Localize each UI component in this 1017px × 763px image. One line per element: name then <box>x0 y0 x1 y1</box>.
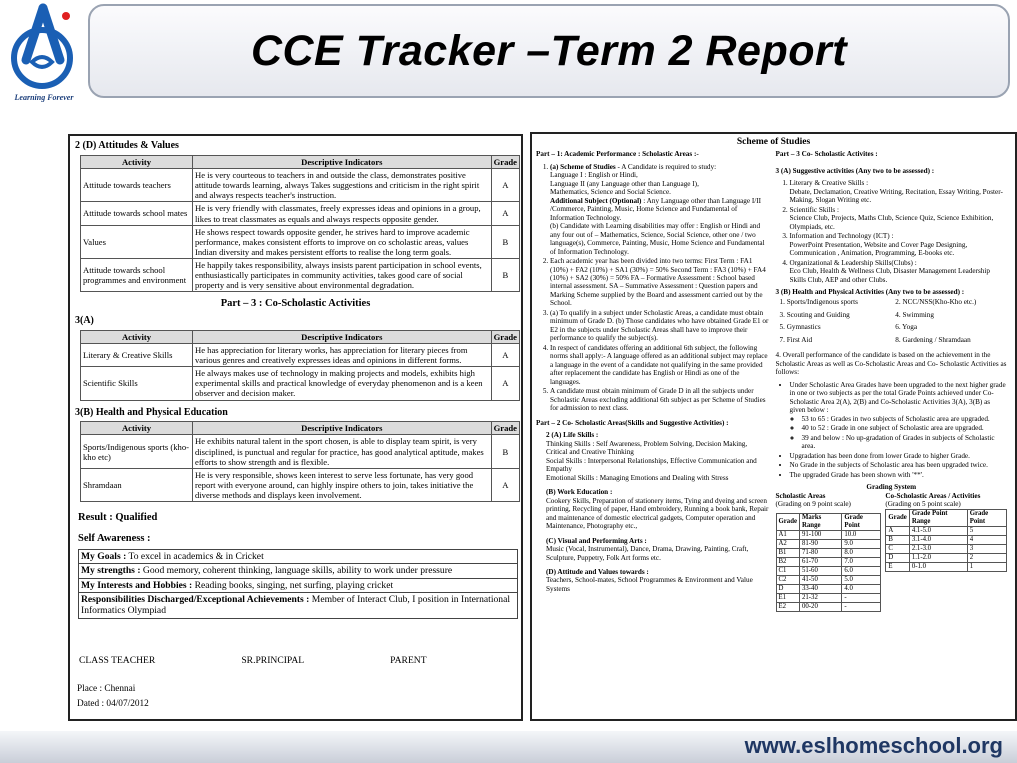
grade-cell: C1 <box>776 566 800 575</box>
scholastic-sub: (Grading on 9 point scale) <box>775 500 851 509</box>
activity-cell: Scientific Skills <box>81 367 193 400</box>
self-awareness-heading: Self Awareness : <box>78 532 151 544</box>
marks-cell: 00-20 <box>800 602 842 611</box>
signature-row <box>79 655 516 666</box>
marks-cell: 41-50 <box>800 575 842 584</box>
table-row <box>81 343 520 366</box>
scheme-text: - A Candidate is required to study: <box>615 162 717 171</box>
col-grade: Grade <box>491 330 519 343</box>
table-row <box>81 202 520 225</box>
grade-cell: B <box>491 435 519 468</box>
grade-cell: B2 <box>776 557 800 566</box>
list-item: 1. Sports/Indigenous sports <box>779 298 858 307</box>
page-title: CCE Tracker –Term 2 Report <box>250 26 848 75</box>
col-grade: Grade <box>491 422 519 435</box>
grade-cell: E <box>886 562 910 571</box>
part3b-table <box>80 421 520 502</box>
activity-cell: Attitude towards school programmes and environment <box>81 259 193 292</box>
item-title: Information and Technology (ICT) : <box>789 232 894 241</box>
point-cell: 10.0 <box>842 530 881 539</box>
item-title: Scientific Skills : <box>789 205 840 214</box>
scheme-column-right <box>774 150 1012 612</box>
point-cell: 5 <box>967 526 1006 535</box>
title-banner <box>88 4 1010 98</box>
table-row <box>776 530 881 539</box>
emotional-skills-text: Emotional Skills : Managing Emotions and Dealing with Stress <box>546 473 729 482</box>
part3a-heading: 3(A) <box>75 314 94 326</box>
scholastic-grade-table <box>776 513 882 612</box>
marks-cell: 61-70 <box>800 557 842 566</box>
grade-cell: A <box>491 367 519 400</box>
table-row <box>886 526 1007 535</box>
table-row <box>776 557 881 566</box>
co-scholastic-grading <box>885 492 1007 612</box>
point-cell: - <box>842 593 881 602</box>
grade-cell: B <box>491 259 519 292</box>
part3b-heading: 3(B) Health and Physical Education <box>75 406 228 418</box>
col-indicators: Descriptive Indicators <box>193 330 492 343</box>
lang1-text: Language I : English or Hindi, <box>550 171 638 180</box>
list-item <box>550 163 770 256</box>
point-cell: 1 <box>967 562 1006 571</box>
list-item: 5. A candidate must obtain minimum of Grade D in all the subjects under Scholastic Areas excluding additional 6th subject as per Scheme of Studies for admission to next class. <box>550 387 770 412</box>
arts-text: Music (Vocal, Instrumental), Dance, Drama, Drawing, Painting, Craft, Sculpture, Puppetry, Folk Art forms etc. <box>546 545 749 562</box>
activity-cell: Attitude towards school mates <box>81 202 193 225</box>
item-desc: Science Club, Projects, Maths Club, Science Quiz, Science Exhibition, Olympiads, etc. <box>789 214 994 231</box>
attitudes-table <box>80 155 520 293</box>
range-cell: 3.1-4.0 <box>909 535 967 544</box>
indicator-cell: He shows respect towards opposite gender, he strives hard to improve academic performance, makes consistent efforts to improve on co scholastic areas, values Indian diversity and makes persistent efforts to realise the long term goals. <box>193 225 492 258</box>
social-skills-text: Social Skills : Interpersonal Relationships, Effective Communication and Empathy <box>546 456 757 474</box>
item-desc: Eco Club, Health & Wellness Club, Disaster Management Leadership Skills Club, AEP and other Clubs. <box>789 267 990 284</box>
table-row <box>81 259 520 292</box>
principal-label: SR.PRINCIPAL <box>241 654 305 666</box>
goals-value: To excel in academics & in Cricket <box>128 551 264 563</box>
disability-text: (b) Candidate with Learning disabilities may offer : English or Hindi and any four out of – Mathematics, Science, Social Science, other one / two language(s), Commerce, Painting, Music, Home Science and Fundamental of Information Technology. <box>550 222 765 256</box>
responsibilities-value: Member of Interact Club, I position in International Informatics Olympiad <box>81 593 511 617</box>
point-cell: 4.0 <box>842 584 881 593</box>
lang2-text: Language II (any Language other than Language I), <box>550 179 699 188</box>
goals-row <box>79 550 517 564</box>
life-skills-heading: 2 (A) Life Skills : <box>546 431 599 440</box>
footer-url[interactable]: www.eslhomeschool.org <box>744 733 1003 758</box>
part3a-co-heading: 3 (A) Suggestive activities (Any two to be assessed) : <box>775 166 935 175</box>
part3-co-heading: Part – 3 Co- Scholastic Activites : <box>775 150 878 159</box>
table-row <box>776 566 881 575</box>
list-item: 2. Each academic year has been divided into two terms: First Term : FA1 (10%) + FA2 (10%) + SA1 (30%) = 50% Second Term : FA3 (10%) + FA4 (10%) + SA2 (30%) = 50% FA – Formative Assessment : School based internal assessment. SA – Summative Assessment : Question papers and Marking Scheme supplied by the Board and assessment carried out by the School. <box>550 257 770 308</box>
table-row <box>776 584 881 593</box>
col-marks: Marks Range <box>800 513 842 530</box>
part1-heading: Part – 1: Academic Performance : Scholastic Areas :- <box>536 150 699 159</box>
grade-cell: A <box>491 343 519 366</box>
list-item: 4. Swimming <box>895 310 934 319</box>
marks-cell: 71-80 <box>800 548 842 557</box>
grade-cell: C2 <box>776 575 800 584</box>
footer-bar <box>0 731 1017 763</box>
list-item <box>790 206 1008 231</box>
point-cell: 4 <box>967 535 1006 544</box>
range-cell: 1.1-2.0 <box>909 553 967 562</box>
grade-cell: B <box>886 535 910 544</box>
activity-cell: Values <box>81 225 193 258</box>
list-item: • No Grade in the subjects of Scholastic area has been upgraded twice. <box>790 461 1008 469</box>
interests-label: My Interests and Hobbies : <box>81 579 193 591</box>
strengths-row <box>79 564 517 578</box>
range-cell: 2.1-3.0 <box>909 544 967 553</box>
table-row <box>81 168 520 201</box>
list-item: 3. Scouting and Guiding <box>779 310 850 319</box>
point-cell: 3 <box>967 544 1006 553</box>
point-cell: 8.0 <box>842 548 881 557</box>
grade-cell: A <box>491 202 519 225</box>
scheme-column-left <box>536 150 774 612</box>
col-range: Grade Point Range <box>909 509 967 526</box>
point-cell: 9.0 <box>842 539 881 548</box>
table-row <box>886 562 1007 571</box>
activity-cell: Literary & Creative Skills <box>81 343 193 366</box>
list-item: ◦ 53 to 65 : Grades in two subjects of Scholastic area are upgraded. <box>802 415 1008 423</box>
list-item: • Upgradation has been done from lower Grade to higher Grade. <box>790 452 1008 460</box>
list-item: 6. Yoga <box>895 323 918 332</box>
grade-cell: A <box>491 468 519 501</box>
interests-value: Reading books, singing, net surfing, playing cricket <box>194 579 394 591</box>
indicator-cell: He is very courteous to teachers in and outside the class, demonstrates positive attitude towards learning, always Takes suggestions and criticism in the right spirit and always respects teacher's instruction. <box>193 168 492 201</box>
list-item: ◦ 40 to 52 : Grade in one subject of Scholastic area are upgraded. <box>802 424 1008 432</box>
item-title: Literary & Creative Skills : <box>789 179 869 188</box>
grade-cell: D <box>776 584 800 593</box>
table-row <box>776 539 881 548</box>
table-row <box>776 575 881 584</box>
grade-cell: A <box>886 526 910 535</box>
interests-row <box>79 579 517 593</box>
result-label: Result : Qualified <box>78 512 158 524</box>
table-row <box>776 593 881 602</box>
part3b-co-heading: 3 (B) Health and Physical Activities (Any two to be assessed) : <box>775 287 965 296</box>
list-item <box>790 179 1008 204</box>
marks-cell: 81-90 <box>800 539 842 548</box>
scheme-title: Scheme of Studies <box>736 137 811 147</box>
place-label: Place : Chennai <box>77 683 136 694</box>
grade-cell: C <box>886 544 910 553</box>
activity-cell: Attitude towards teachers <box>81 168 193 201</box>
attitudes-heading: 2 (D) Attitudes & Values <box>75 140 179 151</box>
list-item <box>790 232 1008 257</box>
table-row <box>886 544 1007 553</box>
point-cell: 7.0 <box>842 557 881 566</box>
col-grade: Grade <box>886 509 910 526</box>
list-item: 2. NCC/NSS(Kho-Kho etc.) <box>895 298 977 307</box>
report-page-left <box>68 134 523 721</box>
thinking-skills-text: Thinking Skills : Self Awareness, Problem Solving, Decision Making, Critical and Creative Thinking <box>546 439 748 457</box>
col-indicators: Descriptive Indicators <box>193 422 492 435</box>
grade-cell: A <box>491 168 519 201</box>
range-cell: 4.1-5.0 <box>909 526 967 535</box>
grading-title: Grading System <box>866 483 917 492</box>
table-row <box>776 602 881 611</box>
list-item: 4. In respect of candidates offering an additional 6th subject, the following norms shall apply:- A language offered as an additional subject may replace a language in the event of a candidate not qualifying in the same provided after replacement the candidate has English or Hindi as one of the languages. <box>550 344 770 386</box>
marks-cell: 51-60 <box>800 566 842 575</box>
additional-text: : Any Language other than Language I/II /Commerce, Painting, Music, Home Science and Fundamental of Information Technology. <box>550 196 762 222</box>
goals-label: My Goals : <box>81 551 127 563</box>
logo-mark-icon <box>2 2 84 94</box>
point-cell: - <box>842 602 881 611</box>
list-item: 5. Gymnastics <box>779 323 821 332</box>
health-activities-grid <box>780 298 1008 348</box>
table-row <box>81 435 520 468</box>
upgrade-text: Under Scholastic Area Grades have been upgraded to the next higher grade in one or two subjects as per the total Grade Points achieved under Co-Scholastic Area 2(A), 2(B) and Co-Scholastic Activities 3(A), 3(B) as given below : <box>789 380 1006 415</box>
responsibilities-label: Responsibilities Discharged/Exceptional Achievements : <box>81 593 310 605</box>
attitude-text: Teachers, School-mates, School Programmes & Environment and Value Systems <box>546 576 753 593</box>
logo-tagline: Learning Forever <box>14 93 74 102</box>
indicator-cell: He always makes use of technology in making projects and models, exhibits high experimental skills and practical knowledge of everyday phenomenon and is a keen observer and decision maker. <box>193 367 492 400</box>
indicator-cell: He happily takes responsibility, always insists parent participation in school events, enthusiastically participates in community activities, takes good care of social property and is very sensitive about environmental degradation. <box>193 259 492 292</box>
scheme-label: (a) Scheme of Studies <box>550 162 616 171</box>
table-row <box>886 535 1007 544</box>
col-indicators: Descriptive Indicators <box>193 155 492 168</box>
list-item: 7. First Aid <box>779 335 813 344</box>
co-scholastic-grade-table <box>885 509 1007 572</box>
marks-cell: 33-40 <box>800 584 842 593</box>
indicator-cell: He has appreciation for literary works, has appreciation for literary pieces from various genres and creatively expresses ideas and opinions in different forms. <box>193 343 492 366</box>
item-desc: Debate, Declamation, Creative Writing, Recitation, Essay Writing, Poster-Making, Slogan Writing etc. <box>789 187 1003 205</box>
list-item <box>790 259 1008 284</box>
scholastic-title: Scholastic Areas <box>775 491 826 500</box>
additional-label: Additional Subject (Optional) <box>550 196 642 205</box>
list-item: • The upgraded Grade has been shown with '**'. <box>790 471 1008 479</box>
table-row <box>886 553 1007 562</box>
point-cell: 6.0 <box>842 566 881 575</box>
item-title: Organizational & Leadership Skills(Clubs) : <box>789 258 917 267</box>
table-row <box>776 548 881 557</box>
point-cell: 2 <box>967 553 1006 562</box>
math-text: Mathematics, Science and Social Science. <box>550 188 671 197</box>
grade-cell: E1 <box>776 593 800 602</box>
col-point: Grade Point <box>842 513 881 530</box>
responsibilities-row <box>79 593 517 618</box>
col-point: Grade Point <box>967 509 1006 526</box>
grade-cell: E2 <box>776 602 800 611</box>
table-row <box>81 225 520 258</box>
co-scholastic-sub: (Grading on 5 point scale) <box>885 500 961 509</box>
indicator-cell: He exhibits natural talent in the sport chosen, is able to display team spirit, is very disciplined, is punctual and regular for practice, has good analytical aptitude, makes efforts to show strength and is flexible. <box>193 435 492 468</box>
attitude-heading: (D) Attitude and Values towards : <box>546 568 649 576</box>
date-label: Dated : 04/07/2012 <box>77 698 149 709</box>
grade-cell: B1 <box>776 548 800 557</box>
part3a-table <box>80 330 520 401</box>
col-activity: Activity <box>81 330 193 343</box>
grade-cell: D <box>886 553 910 562</box>
indicator-cell: He is very friendly with classmates, freely expresses ideas and opinions in a group, likes to treat classmates as equals and always respects opposite gender. <box>193 202 492 225</box>
part3-heading: Part – 3 : Co-Scholastic Activities <box>220 298 371 310</box>
point-cell: 5.0 <box>842 575 881 584</box>
strengths-value: Good memory, coherent thinking, language skills, ability to work under pressure <box>142 565 453 577</box>
work-education-text: Cookery Skills, Preparation of stationery items, Tying and dyeing and screen printing, Recycling of paper, Hand embroidery, Running a book bank, Repair and maintenance of domestic electrical gadgets, Computer operation and Maintenance, Photography etc., <box>546 496 769 531</box>
grade-cell: A1 <box>776 530 800 539</box>
overall-text: 4. Overall performance of the candidate is based on the achievement in the Scholastic Areas as well as Co-Scholastic Areas and Co- Scholastic Activities as follows: <box>775 351 1007 377</box>
list-item: 8. Gardening / Shramdaan <box>895 335 971 344</box>
work-education-heading: (B) Work Education : <box>546 488 613 497</box>
list-item: 3. (a) To qualify in a subject under Scholastic Areas, a candidate must obtain minimum of Grade D. (b) Those candidates who have obtained Grade E1 or E2 in the subjects under Scholastic Areas shall have to improve their performance to qualify the subject(s). <box>550 309 770 343</box>
grade-cell: A2 <box>776 539 800 548</box>
table-row <box>81 367 520 400</box>
col-grade: Grade <box>491 155 519 168</box>
col-activity: Activity <box>81 155 193 168</box>
arts-heading: (C) Visual and Performing Arts : <box>546 536 647 545</box>
co-scholastic-title: Co-Scholastic Areas / Activities <box>885 491 981 500</box>
strengths-label: My strengths : <box>81 565 141 577</box>
activity-cell: Shramdaan <box>81 468 193 501</box>
grade-cell: B <box>491 225 519 258</box>
list-item <box>790 381 1008 451</box>
parent-label: PARENT <box>390 654 427 666</box>
col-grade: Grade <box>776 513 800 530</box>
class-teacher-label: CLASS TEACHER <box>79 654 156 666</box>
indicator-cell: He is very responsible, shows keen interest to serve less fortunate, has very good report with everyone around, can highly inspire others to join, takes initiative the diverse methods and displays keen involvement. <box>193 468 492 501</box>
list-item: ◦ 39 and below : No up-gradation of Grades in subjects of Scholastic area. <box>802 434 1008 451</box>
scholastic-grading <box>776 492 882 612</box>
item-desc: PowerPoint Presentation, Website and Cover Page Designing, Communication , Animation, Programming, E-books etc. <box>789 240 968 258</box>
report-page-right <box>530 132 1017 721</box>
activity-cell: Sports/Indigenous sports (kho-kho etc) <box>81 435 193 468</box>
self-awareness-box <box>78 549 518 619</box>
part2-heading: Part – 2 Co- Scholastic Areas(Skills and Suggestive Activities) : <box>536 418 729 427</box>
table-row <box>81 468 520 501</box>
range-cell: 0-1.0 <box>909 562 967 571</box>
col-activity: Activity <box>81 422 193 435</box>
marks-cell: 91-100 <box>800 530 842 539</box>
marks-cell: 21-32 <box>800 593 842 602</box>
